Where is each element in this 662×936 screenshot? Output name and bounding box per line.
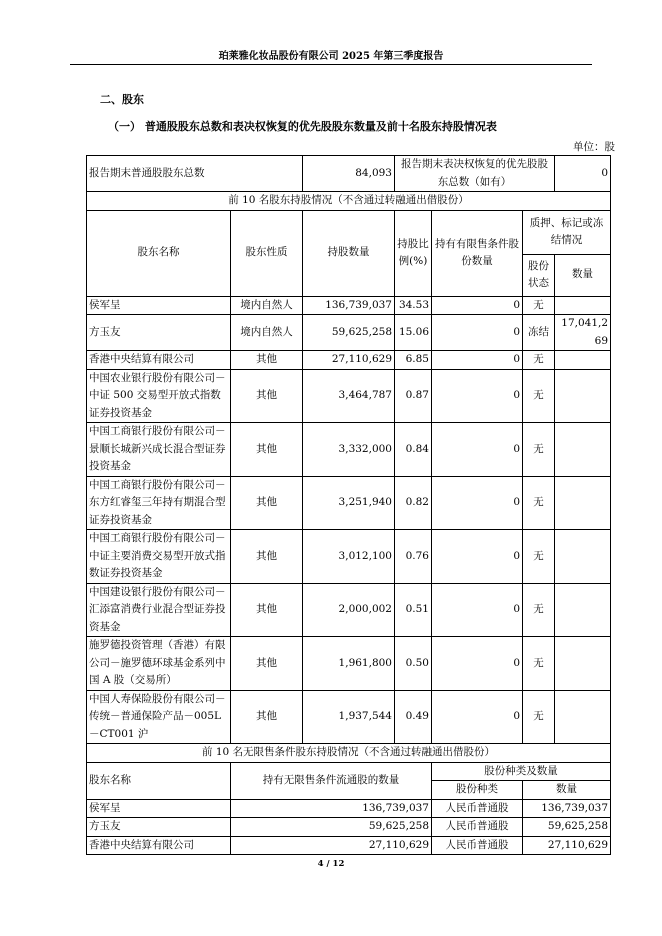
holder-ratio: 0.49 [395,690,432,744]
header-ratio: 持股比例(%) [395,210,432,296]
subsection-title: （一） 普通股股东总数和表决权恢复的优先股股东数量及前十名股东持股情况表 [108,120,497,133]
holder-restricted: 0 [432,583,523,637]
header-unrestricted-name: 股东名称 [87,762,231,799]
holder-nature: 其他 [231,690,303,744]
unit-label: 单位：股 [573,141,615,153]
holder-nature: 其他 [231,423,303,477]
holder-status: 无 [523,637,555,691]
holder-name: 中国农业银行股份有限公司－中证 500 交易型开放式指数证券投资基金 [87,369,231,423]
header-unrestricted-count: 持有无限售条件流通股的数量 [231,762,432,799]
top10-header-row [87,210,611,254]
holder-name: 中国工商银行股份有限公司－中证主要消费交易型开放式指数证券投资基金 [87,530,231,584]
header-divider [70,64,592,65]
header-restricted: 持有有限售条件股份数量 [432,210,523,296]
table-row [87,423,611,477]
holder-shares: 27,110,629 [303,351,395,370]
top10-title-row [87,192,611,211]
holder-status: 无 [523,476,555,530]
table-row [87,369,611,423]
holder-restricted: 0 [432,637,523,691]
unrestricted-count: 136,739,037 [231,799,432,818]
holder-ratio: 0.82 [395,476,432,530]
holder-ratio: 0.76 [395,530,432,584]
table-row [87,799,611,818]
holder-status: 无 [523,296,555,315]
unrestricted-holder-name: 方玉友 [87,818,231,837]
share-quantity: 59,625,258 [523,818,611,837]
share-quantity: 136,739,037 [523,799,611,818]
preferred-holders-value: 0 [555,156,611,192]
holder-shares: 1,937,544 [303,690,395,744]
holder-restricted: 0 [432,369,523,423]
holder-ratio: 0.87 [395,369,432,423]
holder-name: 方玉友 [87,315,231,351]
holder-pledge-quantity [555,637,611,691]
share-type: 人民币普通股 [432,836,523,855]
holder-ratio: 6.85 [395,351,432,370]
holder-status: 无 [523,690,555,744]
share-type: 人民币普通股 [432,818,523,837]
holder-shares: 136,739,037 [303,296,395,315]
holder-restricted: 0 [432,296,523,315]
holder-ratio: 34.53 [395,296,432,315]
holder-pledge-quantity [555,369,611,423]
share-quantity: 27,110,629 [523,836,611,855]
table-row [87,583,611,637]
holder-shares: 59,625,258 [303,315,395,351]
holder-nature: 其他 [231,530,303,584]
shareholder-table [86,155,611,855]
holder-shares: 2,000,002 [303,583,395,637]
header-share-type: 股份种类 [432,781,523,800]
unrestricted-header-row [87,762,611,781]
holder-shares: 3,012,100 [303,530,395,584]
header-holder-name: 股东名称 [87,210,231,296]
holder-pledge-quantity [555,583,611,637]
top10-title: 前 10 名股东持股情况（不含通过转融通出借股份） [87,192,611,211]
holder-nature: 境内自然人 [231,315,303,351]
table-row [87,690,611,744]
holder-name: 施罗德投资管理（香港）有限公司－施罗德环球基金系列中国 A 股（交易所） [87,637,231,691]
holder-restricted: 0 [432,423,523,477]
holder-name: 中国人寿保险股份有限公司－传统－普通保险产品－005L－CT001 沪 [87,690,231,744]
holder-pledge-quantity [555,423,611,477]
header-shares: 持股数量 [303,210,395,296]
holder-nature: 其他 [231,637,303,691]
common-holders-label: 报告期末普通股股东总数 [87,156,303,192]
section-title: 二、股东 [100,93,144,106]
holder-name: 中国工商银行股份有限公司－景顺长城新兴成长混合型证券投资基金 [87,423,231,477]
holder-nature: 其他 [231,369,303,423]
holder-restricted: 0 [432,530,523,584]
holder-status: 无 [523,369,555,423]
holder-shares: 3,464,787 [303,369,395,423]
table-row [87,818,611,837]
holder-nature: 其他 [231,583,303,637]
holder-name: 侯军呈 [87,296,231,315]
holder-pledge-quantity [555,296,611,315]
table-row [87,351,611,370]
holder-ratio: 15.06 [395,315,432,351]
holder-status: 无 [523,351,555,370]
holder-status: 无 [523,583,555,637]
holder-ratio: 0.50 [395,637,432,691]
holder-pledge-quantity [555,351,611,370]
table-row [87,637,611,691]
holder-restricted: 0 [432,315,523,351]
share-type: 人民币普通股 [432,799,523,818]
holder-shares: 3,251,940 [303,476,395,530]
unrestricted-title: 前 10 名无限售条件股东持股情况（不含通过转融通出借股份） [87,744,611,763]
header-pledge-quantity: 数量 [555,254,611,296]
table-row [87,836,611,855]
table-row [87,476,611,530]
summary-row [87,156,611,192]
holder-nature: 境内自然人 [231,296,303,315]
header-holder-nature: 股东性质 [231,210,303,296]
common-holders-value: 84,093 [303,156,395,192]
holder-restricted: 0 [432,476,523,530]
unrestricted-holder-name: 侯军呈 [87,799,231,818]
holder-name: 中国工商银行股份有限公司－东方红睿玺三年持有期混合型证券投资基金 [87,476,231,530]
holder-status: 无 [523,530,555,584]
table-row [87,530,611,584]
page-number: 4 / 12 [317,859,345,869]
header-share-quantity: 数量 [523,781,611,800]
unrestricted-holder-name: 香港中央结算有限公司 [87,836,231,855]
holder-name: 中国建设银行股份有限公司－汇添富消费行业混合型证券投资基金 [87,583,231,637]
holder-name: 香港中央结算有限公司 [87,351,231,370]
unrestricted-count: 59,625,258 [231,818,432,837]
holder-pledge-quantity [555,690,611,744]
header-pledge-group: 质押、标记或冻结情况 [523,210,611,254]
holder-restricted: 0 [432,351,523,370]
header-share-status: 股份状态 [523,254,555,296]
table-row [87,296,611,315]
holder-ratio: 0.51 [395,583,432,637]
holder-nature: 其他 [231,476,303,530]
holder-restricted: 0 [432,690,523,744]
holder-pledge-quantity [555,476,611,530]
table-row [87,315,611,351]
holder-pledge-quantity: 17,041,269 [555,315,611,351]
holder-status: 无 [523,423,555,477]
unrestricted-title-row [87,744,611,763]
holder-ratio: 0.84 [395,423,432,477]
header-share-type-group: 股份种类及数量 [432,762,611,781]
holder-shares: 3,332,000 [303,423,395,477]
unrestricted-count: 27,110,629 [231,836,432,855]
preferred-holders-label: 报告期末表决权恢复的优先股股东总数（如有） [395,156,555,192]
holder-shares: 1,961,800 [303,637,395,691]
holder-pledge-quantity [555,530,611,584]
holder-status: 冻结 [523,315,555,351]
holder-nature: 其他 [231,351,303,370]
page-header: 珀莱雅化妆品股份有限公司 2025 年第三季度报告 [218,51,444,62]
